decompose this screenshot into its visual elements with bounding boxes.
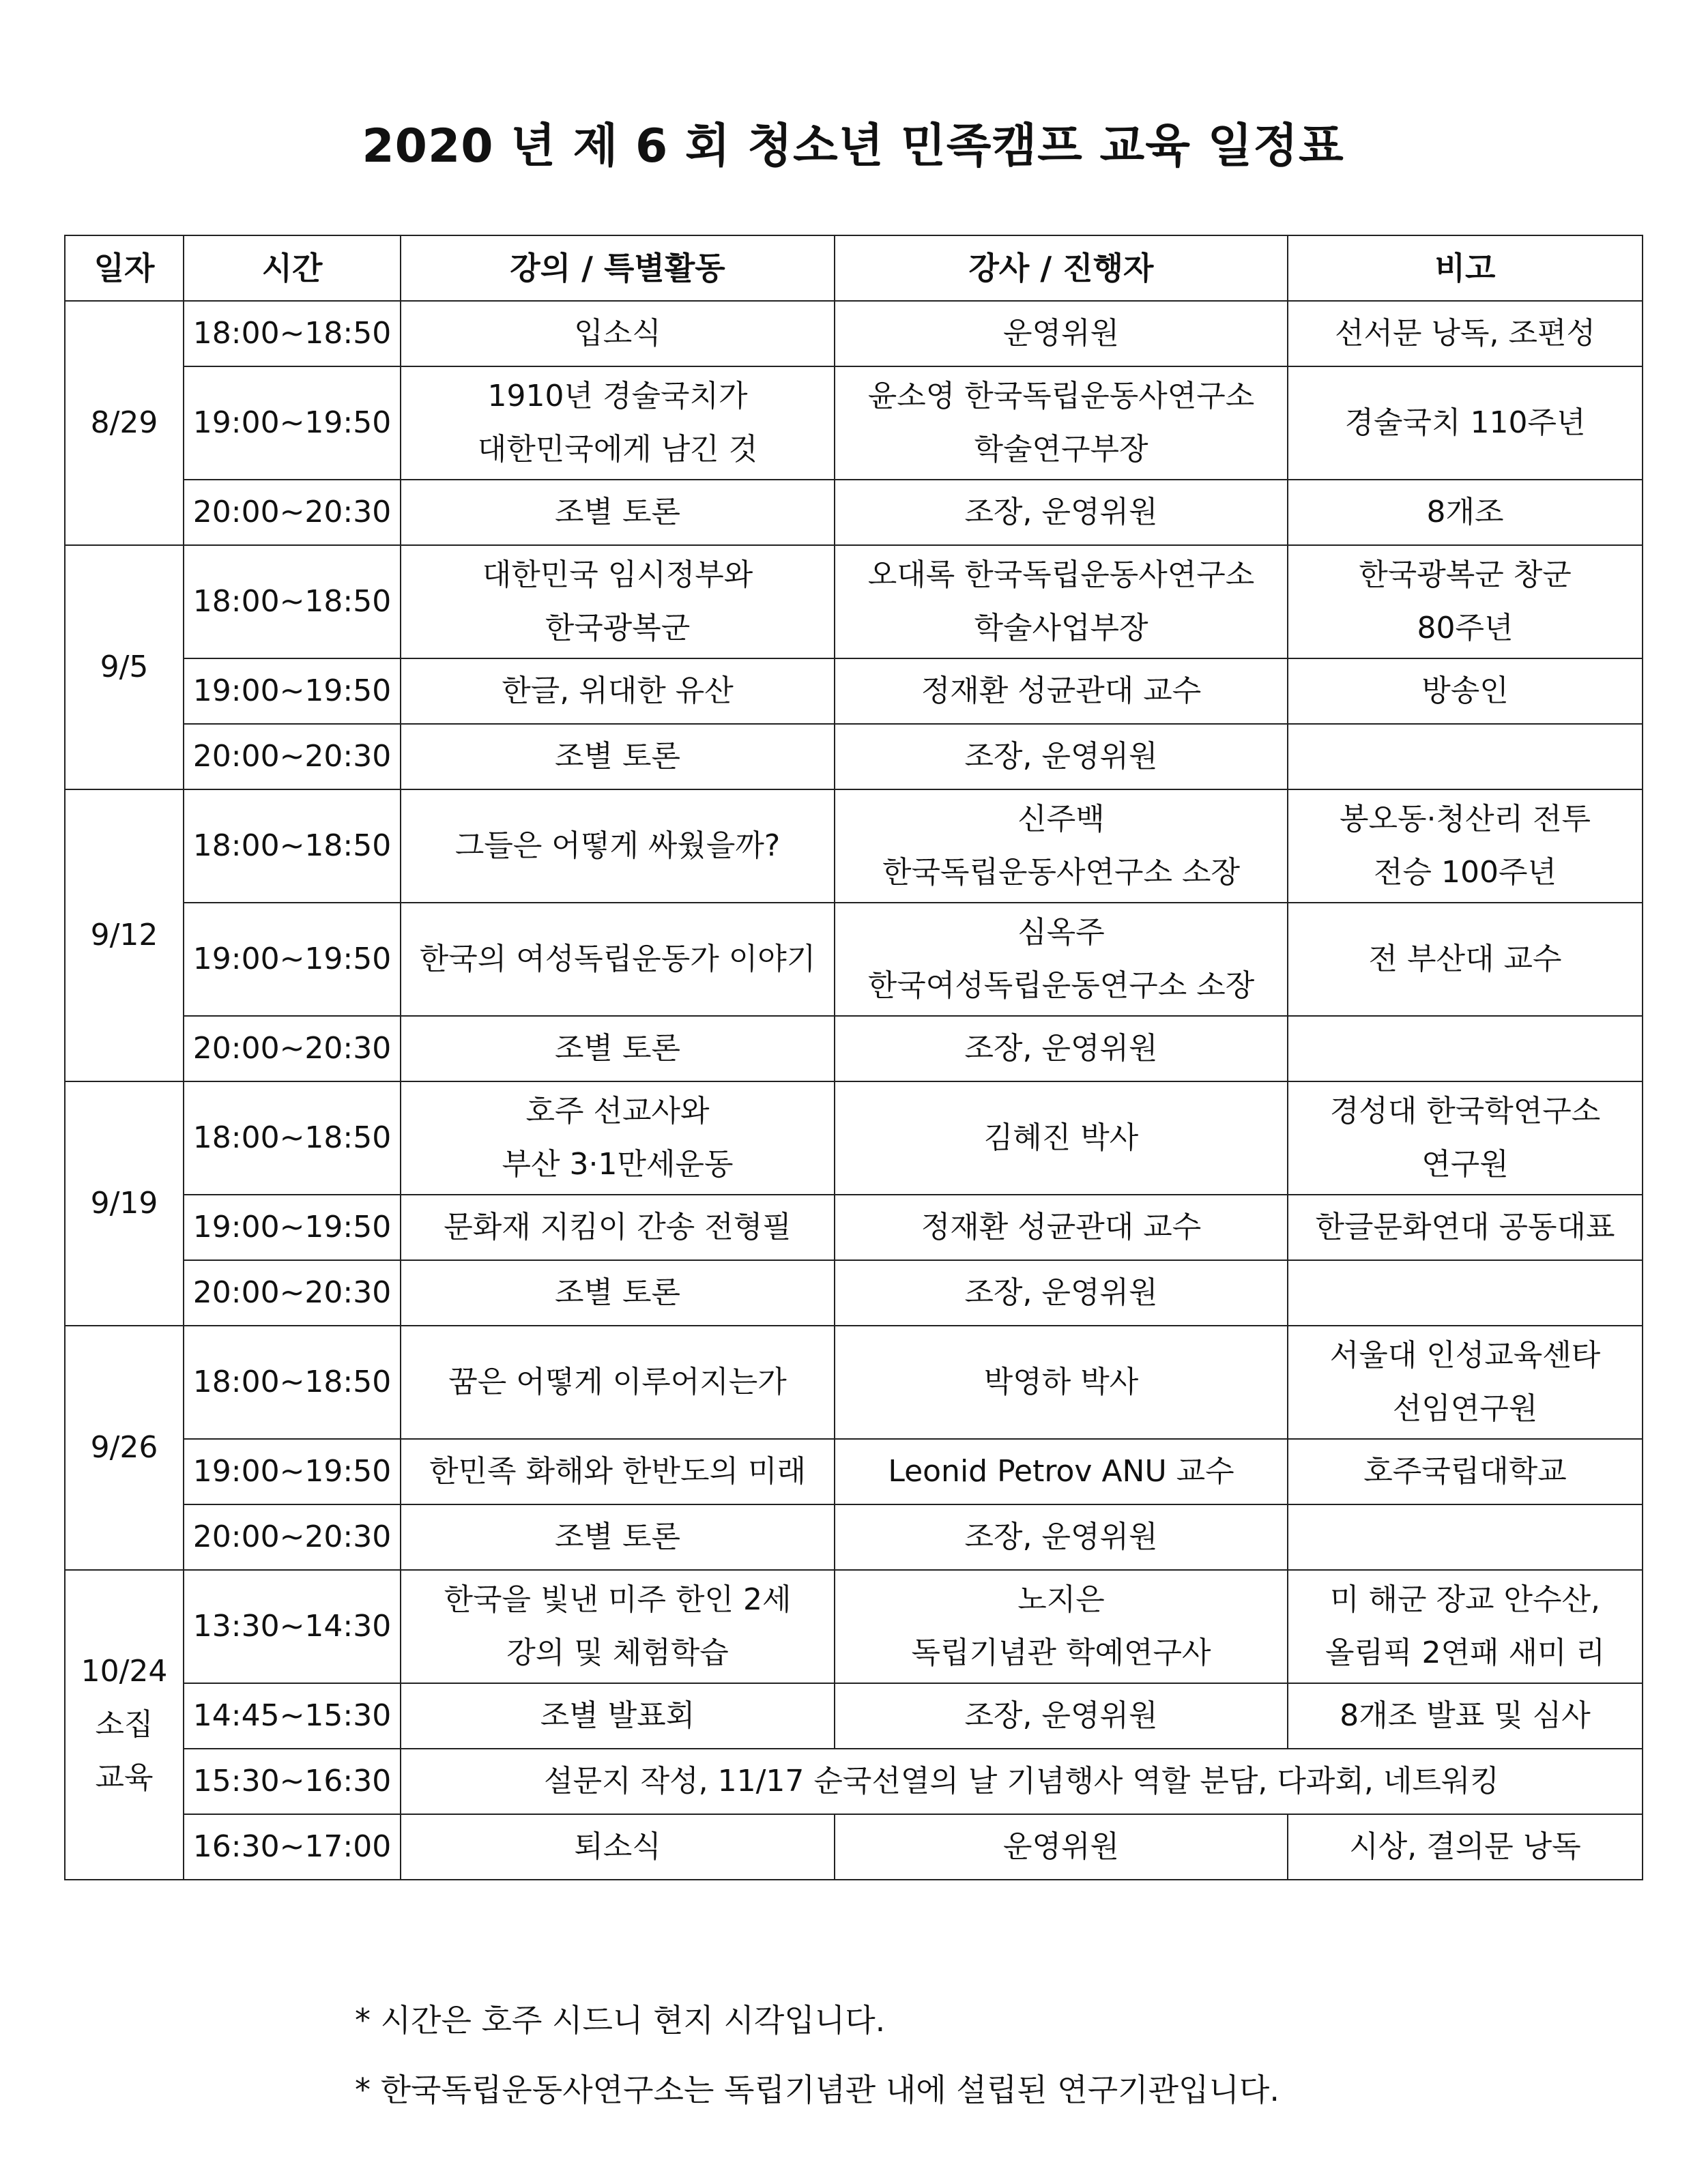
speaker-cell xyxy=(835,1195,1288,1260)
time-cell: 19:00~19:50 xyxy=(184,1439,401,1504)
note-cell-line: 호주국립대학교 xyxy=(1363,1454,1567,1489)
activity-cell-line: 조별 토론 xyxy=(554,739,680,774)
time-cell: 20:00~20:30 xyxy=(184,1504,401,1570)
activity-cell xyxy=(401,1504,835,1570)
header-note: 비고 xyxy=(1288,235,1643,301)
date-cell xyxy=(65,789,184,1081)
note-cell-line: 전승 100주년 xyxy=(1374,855,1557,890)
note-cell xyxy=(1288,480,1643,545)
note-cell xyxy=(1288,366,1643,480)
schedule-table xyxy=(64,235,1643,1880)
speaker-cell-line: Leonid Petrov ANU 교수 xyxy=(888,1454,1234,1489)
note-cell-line: 한국광복군 창군 xyxy=(1359,557,1572,592)
date-text: 10/24 xyxy=(81,1654,168,1689)
speaker-cell-line: 심옥주 xyxy=(1017,915,1105,950)
activity-cell-line: 강의 및 체험학습 xyxy=(506,1635,729,1670)
table-row xyxy=(65,789,1643,903)
note-cell xyxy=(1288,1439,1643,1504)
activity-cell-line: 입소식 xyxy=(574,316,661,351)
speaker-cell-line: 조장, 운영위원 xyxy=(964,739,1158,774)
note-cell-line: 80주년 xyxy=(1417,611,1514,645)
note-cell-line: 미 해군 장교 안수산, xyxy=(1330,1582,1600,1617)
activity-cell-line: 조별 토론 xyxy=(554,495,680,529)
footnote-time: * 시간은 호주 시드니 현지 시각입니다. xyxy=(355,2002,886,2039)
activity-cell xyxy=(401,1570,835,1683)
table-row xyxy=(65,1081,1643,1195)
time-cell: 15:30~16:30 xyxy=(184,1749,401,1814)
activity-cell-line: 문화재 지킴이 간송 전형필 xyxy=(444,1210,792,1244)
activity-cell-line: 한국의 여성독립운동가 이야기 xyxy=(419,942,816,976)
speaker-cell xyxy=(835,903,1288,1016)
note-cell-line: 서울대 인성교육센타 xyxy=(1329,1338,1601,1373)
date-text: 소집 xyxy=(95,1707,154,1742)
note-cell xyxy=(1288,724,1643,789)
date-text: 8/29 xyxy=(90,405,158,440)
speaker-cell-line: 조장, 운영위원 xyxy=(964,495,1158,529)
speaker-cell-line: 노지은 xyxy=(1017,1582,1105,1617)
activity-cell-line: 꿈은 어떻게 이루어지는가 xyxy=(448,1365,787,1399)
time-cell: 19:00~19:50 xyxy=(184,658,401,724)
header-activity: 강의 / 특별활동 xyxy=(401,235,835,301)
note-cell xyxy=(1288,1504,1643,1570)
footnote-institute: * 한국독립운동사연구소는 독립기념관 내에 설립된 연구기관입니다. xyxy=(355,2071,1280,2108)
time-cell: 14:45~15:30 xyxy=(184,1683,401,1749)
note-cell-line: 봉오동·청산리 전투 xyxy=(1339,802,1591,836)
speaker-cell xyxy=(835,1260,1288,1326)
note-cell xyxy=(1288,1195,1643,1260)
time-cell: 20:00~20:30 xyxy=(184,724,401,789)
table-row xyxy=(65,1749,1643,1814)
speaker-cell xyxy=(835,658,1288,724)
activity-cell xyxy=(401,1195,835,1260)
speaker-cell-line: 한국독립운동사연구소 소장 xyxy=(882,855,1241,890)
time-cell: 20:00~20:30 xyxy=(184,1260,401,1326)
note-cell xyxy=(1288,903,1643,1016)
speaker-cell xyxy=(835,724,1288,789)
time-cell: 13:30~14:30 xyxy=(184,1570,401,1683)
table-row xyxy=(65,1814,1643,1880)
note-cell-line: 경성대 한국학연구소 xyxy=(1329,1094,1601,1129)
date-cell xyxy=(65,1326,184,1570)
activity-cell-line: 한국을 빛낸 미주 한인 2세 xyxy=(444,1582,792,1617)
table-row xyxy=(65,366,1643,480)
time-cell: 18:00~18:50 xyxy=(184,1081,401,1195)
table-row xyxy=(65,1439,1643,1504)
table-row xyxy=(65,903,1643,1016)
speaker-cell-line: 신주백 xyxy=(1017,802,1105,836)
activity-cell-line: 그들은 어떻게 싸웠을까? xyxy=(454,828,781,863)
note-cell xyxy=(1288,1814,1643,1880)
speaker-cell-line: 오대록 한국독립운동사연구소 xyxy=(867,557,1255,592)
note-cell-line: 연구원 xyxy=(1421,1147,1509,1182)
activity-cell xyxy=(401,903,835,1016)
merged-activity-cell: 설문지 작성, 11/17 순국선열의 날 기념행사 역할 분담, 다과회, 네트워킹 xyxy=(401,1749,1643,1814)
note-cell-line: 8개조 발표 및 심사 xyxy=(1340,1698,1591,1733)
speaker-cell xyxy=(835,1683,1288,1749)
activity-cell-line: 조별 토론 xyxy=(554,1519,680,1554)
date-text: 교육 xyxy=(95,1760,154,1795)
activity-cell xyxy=(401,545,835,658)
time-cell: 20:00~20:30 xyxy=(184,480,401,545)
page-title: 2020 년 제 6 회 청소년 민족캠프 교육 일정표 xyxy=(362,119,1344,173)
speaker-cell-line: 윤소영 한국독립운동사연구소 xyxy=(867,379,1255,413)
time-cell: 19:00~19:50 xyxy=(184,366,401,480)
activity-cell xyxy=(401,724,835,789)
activity-cell-line: 대한민국 임시정부와 xyxy=(482,557,753,592)
note-cell-line: 8개조 xyxy=(1426,495,1504,529)
date-text: 9/12 xyxy=(90,918,158,952)
table-row xyxy=(65,1195,1643,1260)
speaker-cell-line: 학술사업부장 xyxy=(974,611,1148,645)
speaker-cell xyxy=(835,545,1288,658)
footnotes xyxy=(355,1985,1280,2125)
note-cell xyxy=(1288,1016,1643,1081)
table-row xyxy=(65,545,1643,658)
speaker-cell-line: 김혜진 박사 xyxy=(983,1120,1139,1155)
speaker-cell-line: 박영하 박사 xyxy=(983,1365,1139,1399)
note-cell-line: 올림픽 2연패 새미 리 xyxy=(1325,1635,1605,1670)
time-cell: 18:00~18:50 xyxy=(184,1326,401,1439)
activity-cell xyxy=(401,301,835,366)
speaker-cell-line: 운영위원 xyxy=(1002,316,1119,351)
speaker-cell-line: 조장, 운영위원 xyxy=(964,1275,1158,1310)
speaker-cell-line: 한국여성독립운동연구소 소장 xyxy=(867,968,1255,1003)
note-cell xyxy=(1288,545,1643,658)
activity-cell xyxy=(401,1081,835,1195)
speaker-cell xyxy=(835,480,1288,545)
activity-cell-line: 한국광복군 xyxy=(545,611,691,645)
table-row xyxy=(65,1504,1643,1570)
table-row xyxy=(65,480,1643,545)
activity-cell xyxy=(401,480,835,545)
speaker-cell xyxy=(835,366,1288,480)
speaker-cell xyxy=(835,1016,1288,1081)
note-cell-line: 선임연구원 xyxy=(1392,1391,1538,1426)
note-cell xyxy=(1288,1570,1643,1683)
date-cell xyxy=(65,1081,184,1326)
table-row xyxy=(65,1326,1643,1439)
activity-cell-line: 조별 발표회 xyxy=(540,1698,695,1733)
note-cell-line: 전 부산대 교수 xyxy=(1368,942,1562,976)
header-time: 시간 xyxy=(184,235,401,301)
activity-cell xyxy=(401,789,835,903)
time-cell: 18:00~18:50 xyxy=(184,545,401,658)
speaker-cell-line: 조장, 운영위원 xyxy=(964,1519,1158,1554)
note-cell xyxy=(1288,789,1643,903)
speaker-cell xyxy=(835,1504,1288,1570)
speaker-cell-line: 운영위원 xyxy=(1002,1829,1119,1864)
date-cell xyxy=(65,301,184,545)
date-text: 9/5 xyxy=(100,650,149,684)
activity-cell xyxy=(401,1016,835,1081)
note-cell xyxy=(1288,1081,1643,1195)
activity-cell xyxy=(401,1814,835,1880)
note-cell-line: 선서문 낭독, 조편성 xyxy=(1335,316,1595,351)
speaker-cell-line: 독립기념관 학예연구사 xyxy=(911,1635,1211,1670)
activity-cell xyxy=(401,658,835,724)
activity-cell-line: 한글, 위대한 유산 xyxy=(502,673,734,708)
time-cell: 20:00~20:30 xyxy=(184,1016,401,1081)
activity-cell-line: 부산 3·1만세운동 xyxy=(502,1147,734,1182)
header-date: 일자 xyxy=(65,235,184,301)
speaker-cell-line: 조장, 운영위원 xyxy=(964,1698,1158,1733)
activity-cell xyxy=(401,1683,835,1749)
activity-cell-line: 조별 토론 xyxy=(554,1031,680,1066)
activity-cell-line: 대한민국에게 남긴 것 xyxy=(477,432,758,467)
speaker-cell xyxy=(835,1439,1288,1504)
table-row xyxy=(65,724,1643,789)
schedule-body xyxy=(65,301,1643,1880)
header-speaker: 강사 / 진행자 xyxy=(835,235,1288,301)
table-row xyxy=(65,1260,1643,1326)
activity-cell-line: 호주 선교사와 xyxy=(525,1094,710,1129)
note-cell xyxy=(1288,1326,1643,1439)
activity-cell xyxy=(401,366,835,480)
table-row xyxy=(65,301,1643,366)
activity-cell-line: 한민족 화해와 한반도의 미래 xyxy=(429,1454,806,1489)
speaker-cell xyxy=(835,789,1288,903)
time-cell: 16:30~17:00 xyxy=(184,1814,401,1880)
note-cell-line: 방송인 xyxy=(1421,673,1509,708)
speaker-cell xyxy=(835,1570,1288,1683)
note-cell-line: 경술국치 110주년 xyxy=(1344,405,1586,440)
table-row xyxy=(65,658,1643,724)
date-text: 9/26 xyxy=(90,1430,158,1465)
activity-cell xyxy=(401,1439,835,1504)
table-row xyxy=(65,1570,1643,1683)
speaker-cell-line: 정재환 성균관대 교수 xyxy=(921,1210,1202,1244)
activity-cell xyxy=(401,1326,835,1439)
date-text: 9/19 xyxy=(90,1186,158,1221)
note-cell xyxy=(1288,1683,1643,1749)
date-cell xyxy=(65,545,184,789)
note-cell xyxy=(1288,301,1643,366)
time-cell: 18:00~18:50 xyxy=(184,301,401,366)
speaker-cell xyxy=(835,1081,1288,1195)
speaker-cell-line: 조장, 운영위원 xyxy=(964,1031,1158,1066)
note-cell xyxy=(1288,1260,1643,1326)
activity-cell xyxy=(401,1260,835,1326)
note-cell-line: 시상, 결의문 낭독 xyxy=(1349,1829,1581,1864)
speaker-cell xyxy=(835,1326,1288,1439)
time-cell: 19:00~19:50 xyxy=(184,903,401,1016)
speaker-cell-line: 정재환 성균관대 교수 xyxy=(921,673,1202,708)
time-cell: 18:00~18:50 xyxy=(184,789,401,903)
speaker-cell-line: 학술연구부장 xyxy=(974,432,1148,467)
table-row xyxy=(65,1016,1643,1081)
header-row xyxy=(65,235,1643,301)
activity-cell-line: 조별 토론 xyxy=(554,1275,680,1310)
note-cell xyxy=(1288,658,1643,724)
date-cell xyxy=(65,1570,184,1880)
note-cell-line: 한글문화연대 공동대표 xyxy=(1315,1210,1615,1244)
speaker-cell xyxy=(835,301,1288,366)
activity-cell-line: 퇴소식 xyxy=(574,1829,661,1864)
speaker-cell xyxy=(835,1814,1288,1880)
table-row xyxy=(65,1683,1643,1749)
time-cell: 19:00~19:50 xyxy=(184,1195,401,1260)
activity-cell-line: 1910년 경술국치가 xyxy=(487,379,748,413)
